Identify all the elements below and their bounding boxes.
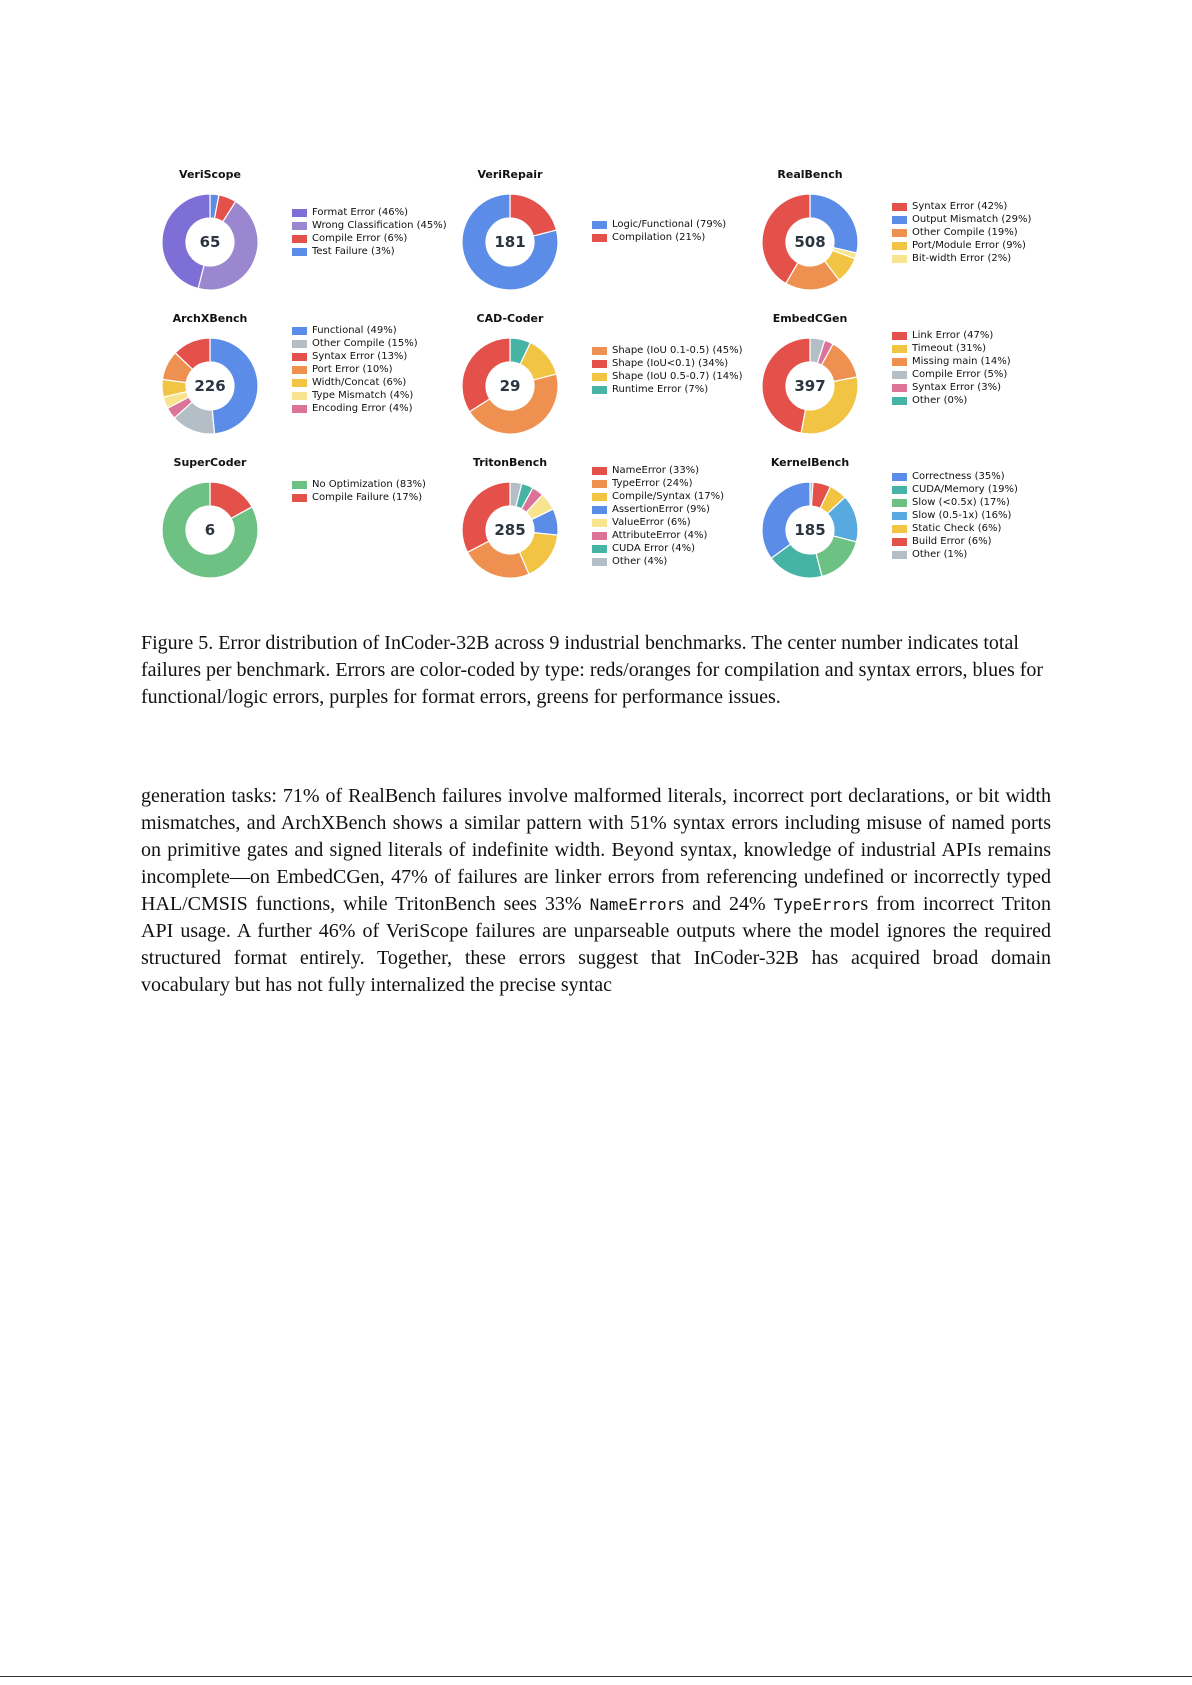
chart-panel-verirepair [440,160,740,304]
legend-label: Syntax Error (3%) [912,382,1001,393]
chart-legend [892,200,1052,265]
legend-item [292,350,452,363]
legend-swatch [892,229,907,237]
legend-label: Static Check (6%) [912,523,1002,534]
legend-label: Shape (IoU 0.5-0.7) (14%) [612,371,743,382]
legend-swatch [892,371,907,379]
legend-item [592,344,752,357]
legend-label: Correctness (35%) [912,471,1005,482]
legend-swatch [592,234,607,242]
body-text-part-3: s from incorrect Triton API usage. A further 46% of VeriScope failures are unparseable outputs where the model ignores the required structured format entirely. Together, these errors suggest that InCoder-32B has acquired broad domain vocabulary but has not fully internalized the precise syntac [141,893,1052,996]
donut-chart [756,476,864,584]
legend-label: Syntax Error (42%) [912,201,1008,212]
chart-legend [292,324,452,415]
legend-swatch [592,373,607,381]
chart-legend [592,464,752,568]
legend-swatch [892,203,907,211]
figure-caption: Figure 5. Error distribution of InCoder-32B across 9 industrial benchmarks. The center number indicates total failures per benchmark. Errors are color-coded by type: reds/oranges for compilation and syntax errors, blues for functional/logic errors, purples for format errors, greens for performance issues. [141,632,1044,708]
legend-swatch [292,379,307,387]
legend-item [292,219,452,232]
donut-chart [456,332,564,440]
legend-label: Port Error (10%) [312,364,393,375]
legend-item [292,376,452,389]
legend-label: Compilation (21%) [612,232,706,243]
donut-chart [756,332,864,440]
legend-swatch [892,499,907,507]
legend-label: Other (0%) [912,395,968,406]
donut-chart [156,332,264,440]
legend-label: Functional (49%) [312,325,397,336]
chart-legend [292,478,452,504]
legend-swatch [592,221,607,229]
chart-legend [892,470,1052,561]
legend-item [892,535,1052,548]
legend-label: ValueError (6%) [612,517,691,528]
slice-slow-0-5x [816,536,857,577]
legend-swatch [892,255,907,263]
legend-label: Timeout (31%) [912,343,987,354]
legend-label: Compile/Syntax (17%) [612,491,725,502]
total-failures-number: 181 [494,233,526,251]
legend-item [592,370,752,383]
legend-label: Build Error (6%) [912,536,992,547]
chart-legend [892,329,1052,407]
legend-item [292,389,452,402]
slice-compilation [510,194,556,236]
legend-item [592,555,752,568]
total-failures-number: 226 [194,377,226,395]
legend-swatch [892,358,907,366]
legend-item [892,522,1052,535]
legend-item [292,337,452,350]
legend-item [892,329,1052,342]
legend-label: Format Error (46%) [312,207,409,218]
legend-item [892,470,1052,483]
slice-shape-iou-0-1 [462,338,510,412]
body-text-part-1: generation tasks: 71% of RealBench failures involve malformed literals, incorrect port declarations, or bit width mismatches, and ArchXBench shows a similar pattern with 51% syntax errors including misuse of named ports on primitive gates and signed literals of indefinite width. Beyond syntax, knowledge of industrial APIs remains incomplete—on EmbedCGen, 47% of failures are linker errors from referencing undefined or incorrectly typed HAL/CMSIS functions, while TritonBench sees 33% [141,785,1051,915]
chart-title: SuperCoder [173,456,247,469]
legend-item [592,383,752,396]
legend-label: CUDA Error (4%) [612,543,696,554]
legend-item [892,226,1052,239]
legend-swatch [592,545,607,553]
legend-label: Slow (<0.5x) (17%) [912,497,1010,508]
legend-item [892,239,1052,252]
chart-title: ArchXBench [172,312,248,325]
legend-item [892,394,1052,407]
legend-label: Other (1%) [912,549,968,560]
chart-panel-tritonbench [440,448,740,592]
legend-swatch [592,347,607,355]
chart-panel-realbench [740,160,1040,304]
legend-item [892,213,1052,226]
legend-swatch [592,532,607,540]
legend-label: Shape (IoU 0.1-0.5) (45%) [612,345,743,356]
error-distribution-figure [140,160,1060,610]
legend-label: Missing main (14%) [912,356,1011,367]
chart-title: RealBench [777,168,843,181]
total-failures-number: 6 [204,521,216,539]
chart-legend [292,206,452,258]
legend-label: Other (4%) [612,556,668,567]
chart-legend [592,218,752,244]
chart-panel-embedcgen [740,304,1040,448]
legend-swatch [892,397,907,405]
legend-swatch [292,235,307,243]
legend-swatch [892,345,907,353]
legend-swatch [892,332,907,340]
legend-label: Other Compile (15%) [312,338,418,349]
legend-swatch [292,209,307,217]
donut-chart [156,188,264,296]
donut-chart [456,476,564,584]
donut-chart [456,188,564,296]
legend-swatch [292,353,307,361]
legend-swatch [892,551,907,559]
legend-swatch [592,519,607,527]
legend-label: Output Mismatch (29%) [912,214,1032,225]
chart-panel-supercoder [140,448,440,592]
legend-item [892,252,1052,265]
chart-title: EmbedCGen [772,312,848,325]
legend-swatch [892,384,907,392]
legend-swatch [292,327,307,335]
legend-swatch [292,405,307,413]
legend-label: No Optimization (83%) [312,479,426,490]
total-failures-number: 397 [794,377,826,395]
legend-label: Compile Error (5%) [912,369,1008,380]
legend-label: AttributeError (4%) [612,530,708,541]
legend-swatch [892,216,907,224]
legend-swatch [292,392,307,400]
legend-item [592,357,752,370]
legend-swatch [892,538,907,546]
legend-label: Encoding Error (4%) [312,403,413,414]
legend-swatch [892,486,907,494]
legend-item [892,355,1052,368]
legend-item [892,483,1052,496]
legend-item [592,231,752,244]
total-failures-number: 65 [199,233,221,251]
legend-label: Bit-width Error (2%) [912,253,1012,264]
legend-label: Wrong Classification (45%) [312,220,447,231]
chart-panel-veriscope [140,160,447,304]
total-failures-number: 508 [794,233,826,251]
legend-swatch [592,480,607,488]
legend-label: Port/Module Error (9%) [912,240,1026,251]
legend-swatch [292,366,307,374]
legend-item [292,491,452,504]
legend-item [292,232,452,245]
legend-item [592,464,752,477]
legend-label: Runtime Error (7%) [612,384,709,395]
legend-swatch [292,248,307,256]
legend-swatch [592,506,607,514]
legend-label: CUDA/Memory (19%) [912,484,1018,495]
legend-item [892,381,1052,394]
legend-item [592,490,752,503]
body-paragraph [141,783,1051,999]
legend-item [292,402,452,415]
legend-swatch [592,493,607,501]
legend-label: Width/Concat (6%) [312,377,407,388]
chart-title: TritonBench [472,456,548,469]
chart-legend [592,344,752,396]
code-type-error: TypeError [773,895,861,914]
legend-item [892,496,1052,509]
total-failures-number: 185 [794,521,826,539]
chart-panel-cad-coder [440,304,743,448]
legend-label: AssertionError (9%) [612,504,710,515]
legend-item [892,548,1052,561]
legend-label: NameError (33%) [612,465,700,476]
legend-item [592,218,752,231]
legend-swatch [892,512,907,520]
legend-item [292,245,452,258]
legend-swatch [592,386,607,394]
legend-label: Syntax Error (13%) [312,351,408,362]
legend-item [592,542,752,555]
legend-swatch [592,558,607,566]
legend-swatch [892,242,907,250]
legend-label: Logic/Functional (79%) [612,219,727,230]
legend-label: Link Error (47%) [912,330,994,341]
slice-nameerror [462,482,510,552]
total-failures-number: 285 [494,521,526,539]
legend-item [892,368,1052,381]
legend-item [592,477,752,490]
legend-swatch [292,481,307,489]
legend-swatch [892,525,907,533]
legend-label: Type Mismatch (4%) [312,390,414,401]
legend-swatch [292,222,307,230]
legend-item [892,342,1052,355]
legend-item [292,206,452,219]
legend-item [592,516,752,529]
legend-label: Test Failure (3%) [312,246,395,257]
legend-swatch [292,494,307,502]
legend-item [292,363,452,376]
chart-panel-archxbench [140,304,440,448]
legend-swatch [592,360,607,368]
legend-swatch [592,467,607,475]
legend-item [292,324,452,337]
chart-panel-kernelbench [740,448,1040,592]
legend-item [892,509,1052,522]
chart-title: VeriRepair [477,168,543,181]
chart-title: CAD-Coder [476,312,544,325]
legend-item [592,503,752,516]
donut-chart [156,476,264,584]
total-failures-number: 29 [499,377,521,395]
legend-swatch [292,340,307,348]
legend-item [292,478,452,491]
legend-label: Compile Failure (17%) [312,492,423,503]
legend-label: Shape (IoU<0.1) (34%) [612,358,729,369]
legend-swatch [892,473,907,481]
legend-label: Other Compile (19%) [912,227,1018,238]
legend-label: TypeError (24%) [612,478,693,489]
chart-title: KernelBench [770,456,850,469]
legend-label: Slow (0.5-1x) (16%) [912,510,1012,521]
legend-item [592,529,752,542]
legend-label: Compile Error (6%) [312,233,408,244]
donut-chart [756,188,864,296]
page-bottom-rule [0,1676,1192,1677]
chart-title: VeriScope [179,168,241,181]
body-text-part-2: s and 24% [676,893,774,915]
code-name-error: NameError [589,895,677,914]
legend-item [892,200,1052,213]
